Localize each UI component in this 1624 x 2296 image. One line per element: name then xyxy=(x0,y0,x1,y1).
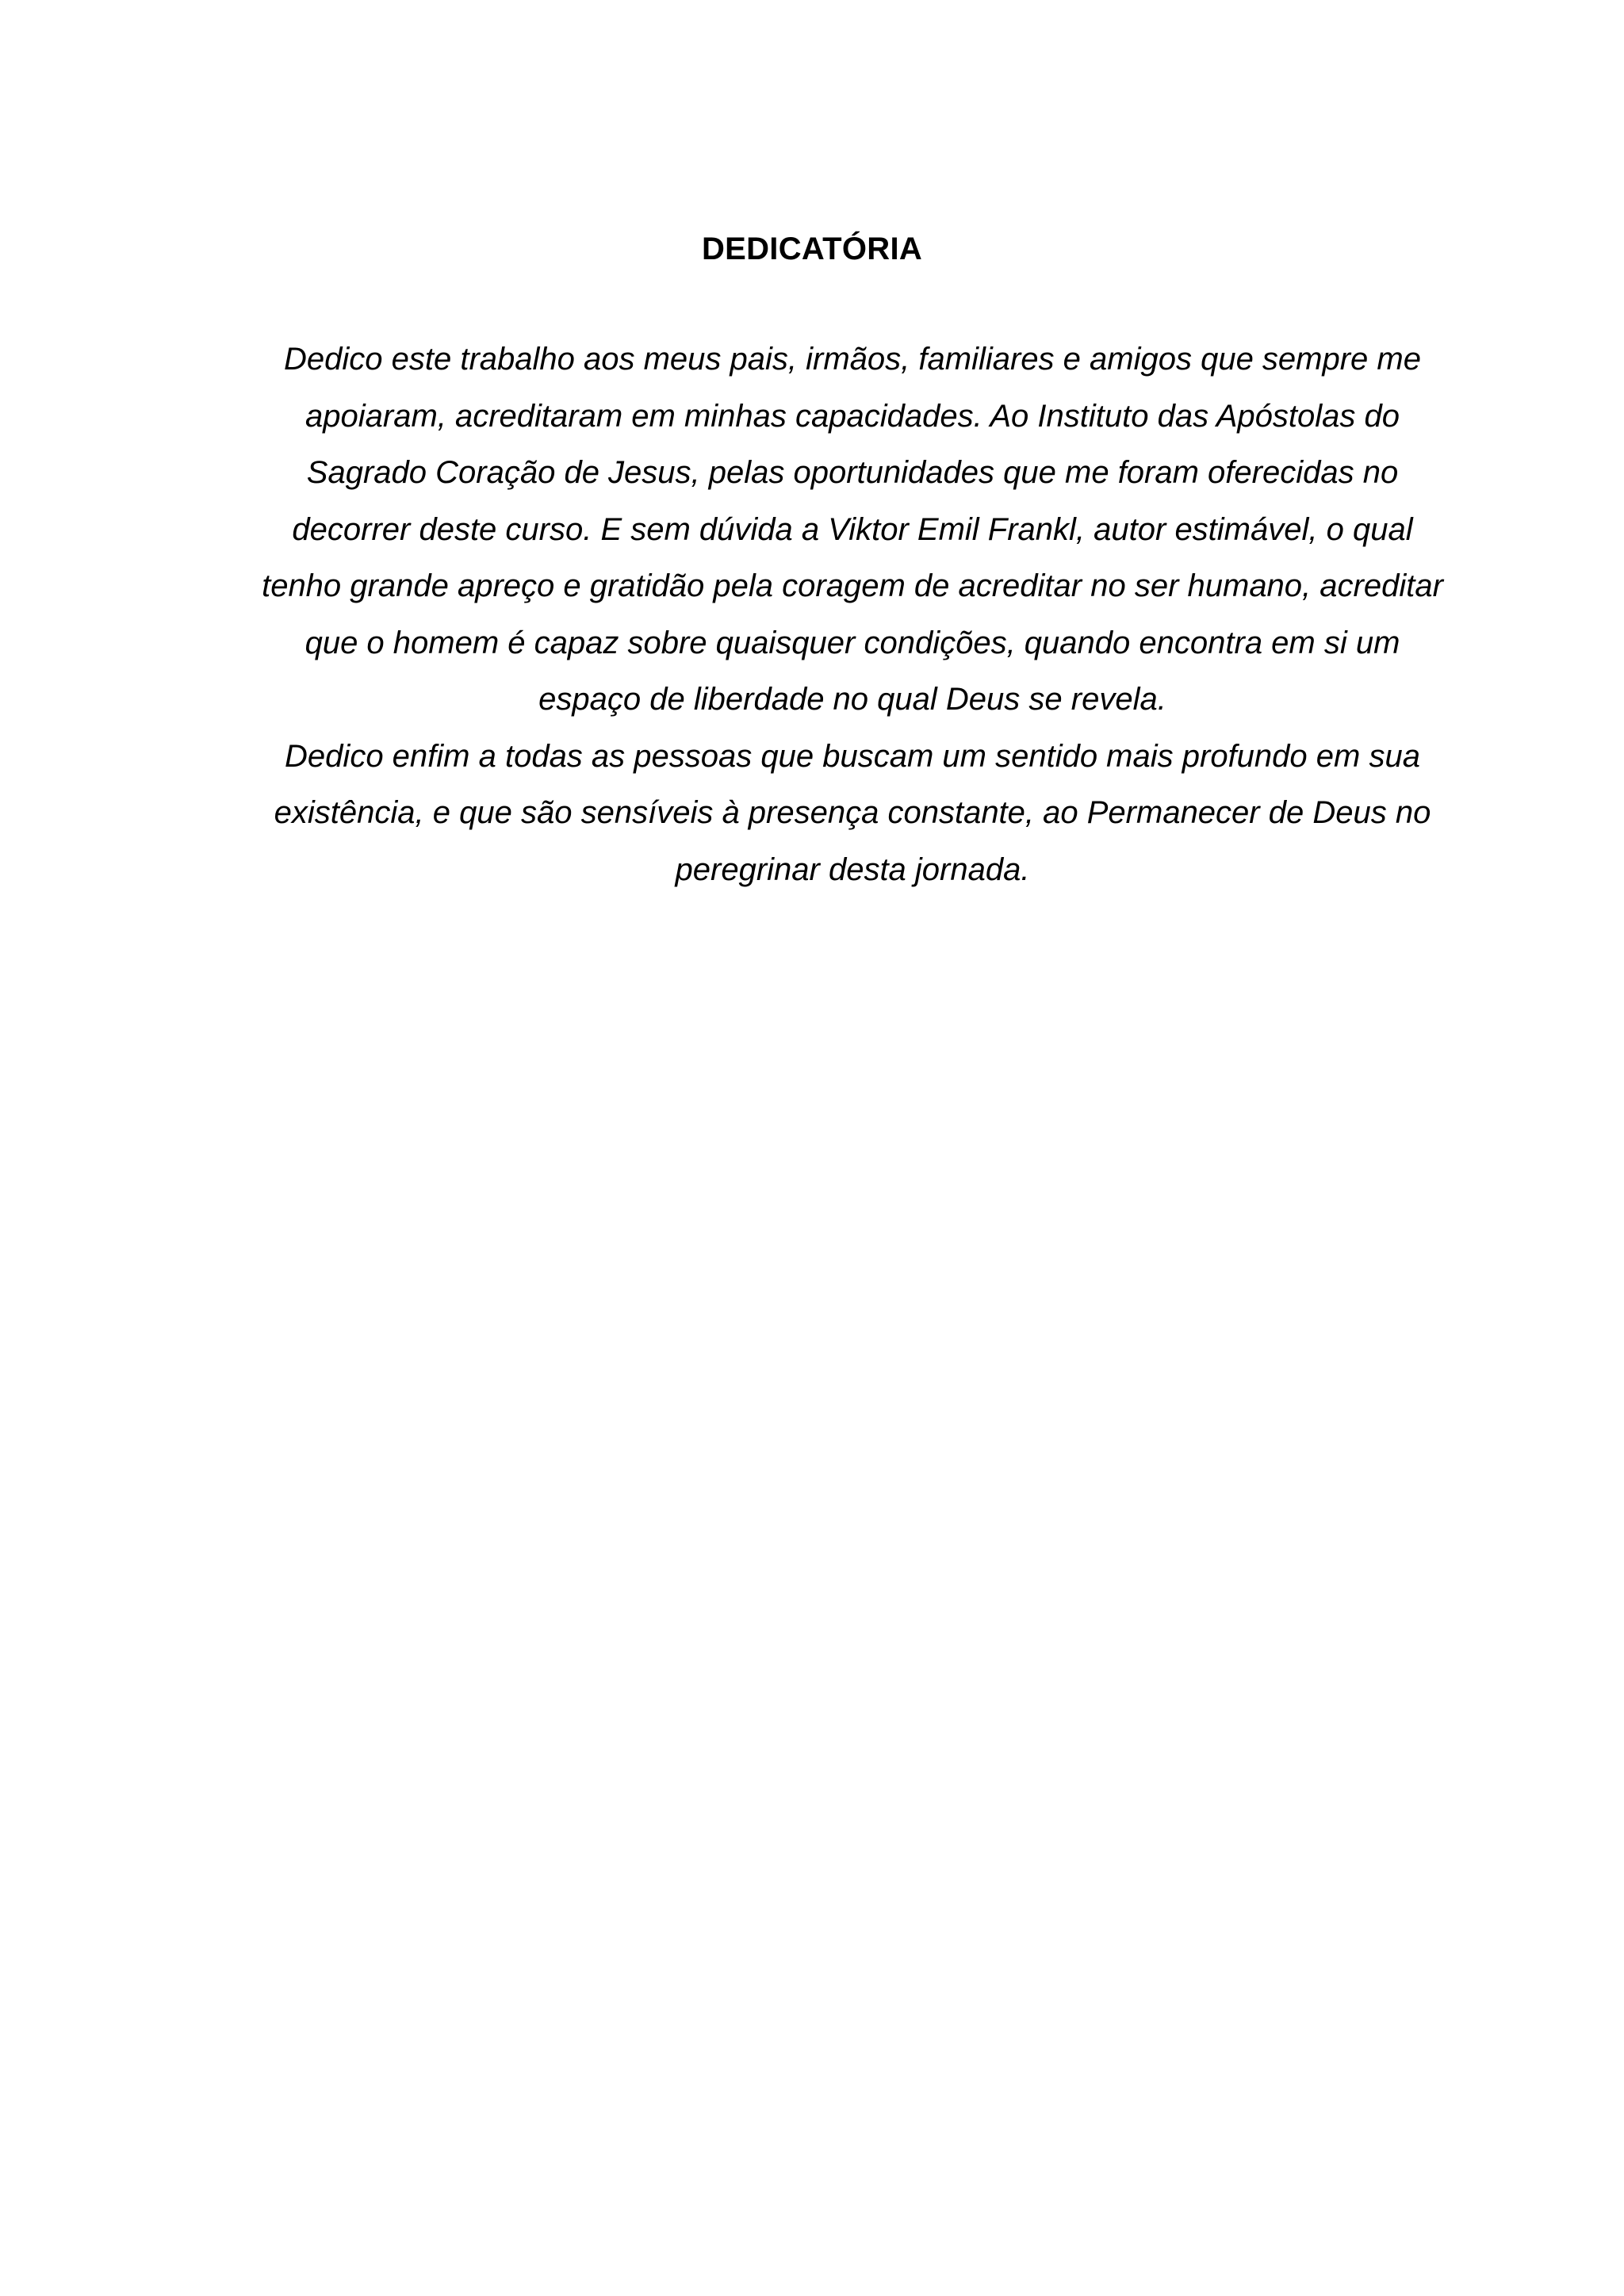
dedication-line: Dedico este trabalho aos meus pais, irmãos, familiares e amigos que sempre me xyxy=(284,342,1421,377)
dedication-line: existência, e que são sensíveis à presença constante, ao Permanecer de Deus no xyxy=(274,795,1431,830)
dedication-line: peregrinar desta jornada. xyxy=(675,851,1030,887)
page-title: DEDICATÓRIA xyxy=(701,232,923,266)
dedication-line: espaço de liberdade no qual Deus se revela. xyxy=(538,682,1166,717)
dedication-text xyxy=(230,331,1475,898)
dedication-line: decorrer deste curso. E sem dúvida a Viktor Emil Frankl, autor estimável, o qual xyxy=(292,511,1413,547)
dedication-line: tenho grande apreço e gratidão pela coragem de acreditar no ser humano, acreditar xyxy=(262,568,1443,603)
dedication-line: que o homem é capaz sobre quaisquer condições, quando encontra em si um xyxy=(304,625,1400,660)
dedication-line: apoiaram, acreditaram em minhas capacidades. Ao Instituto das Apóstolas do xyxy=(305,398,1400,434)
dedication-line: Sagrado Coração de Jesus, pelas oportunidades que me foram oferecidas no xyxy=(306,455,1399,490)
dedication-line: Dedico enfim a todas as pessoas que buscam um sentido mais profundo em sua xyxy=(285,738,1420,774)
